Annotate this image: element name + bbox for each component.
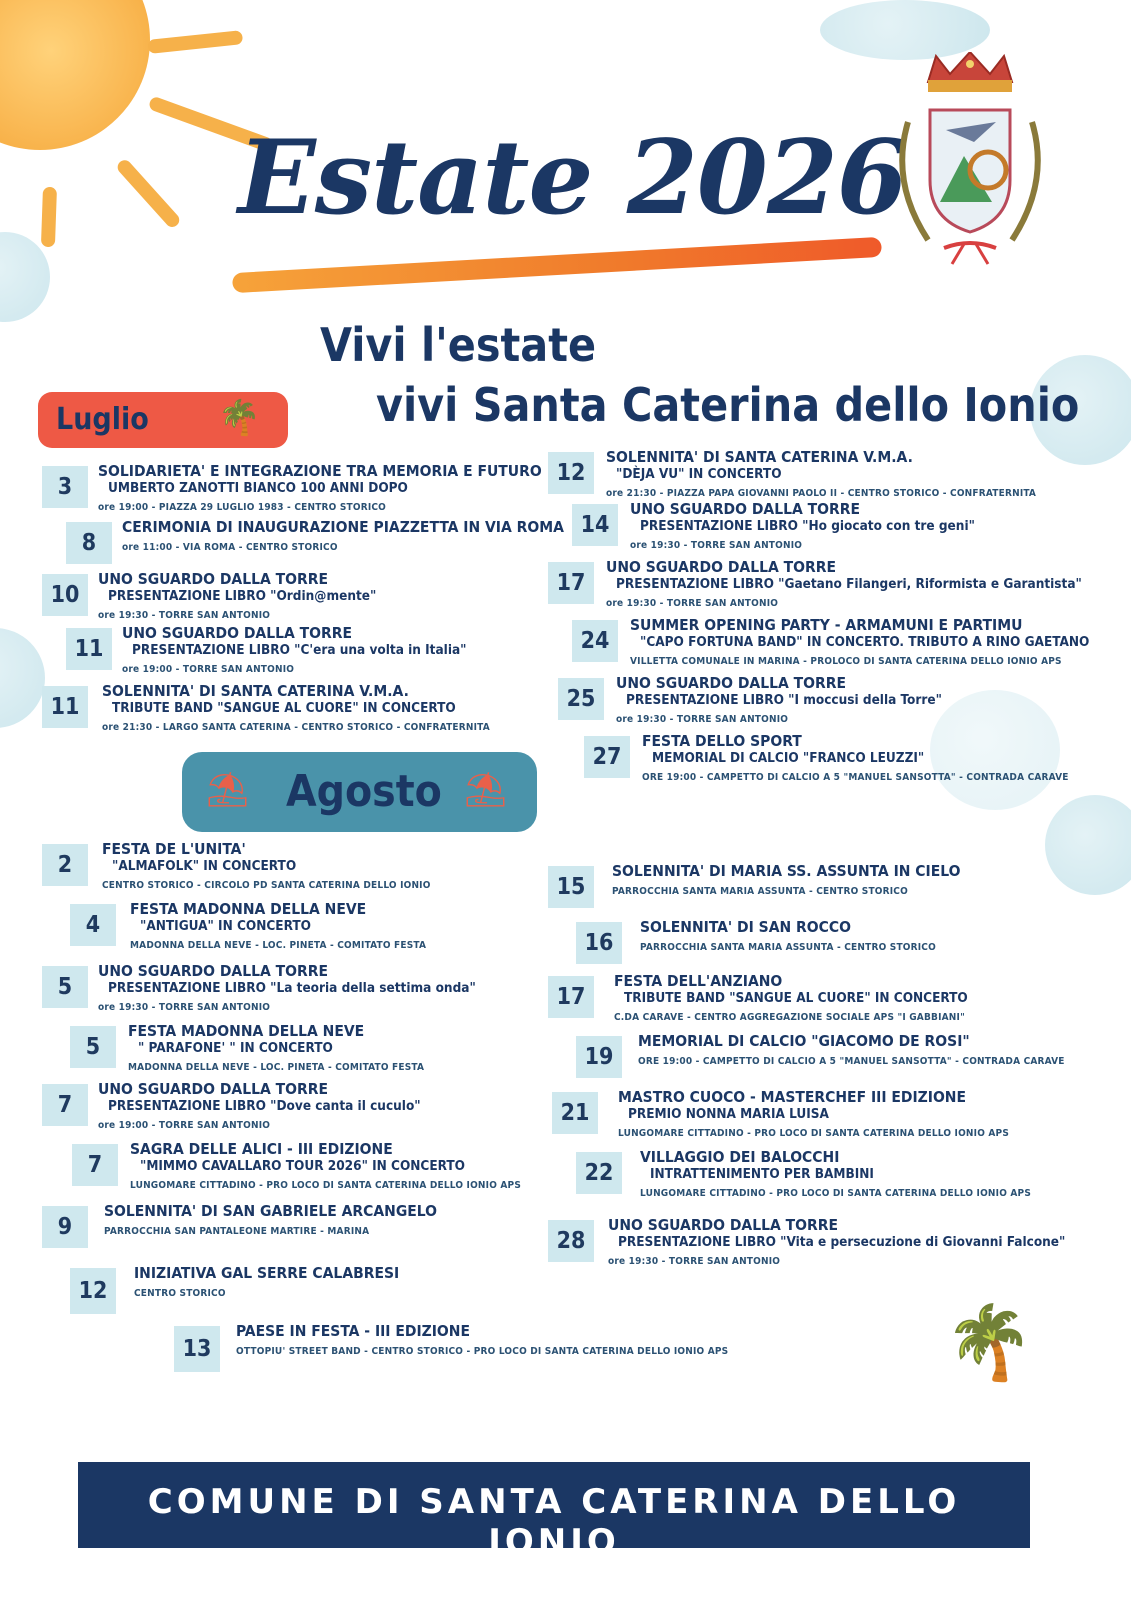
sun-decoration	[0, 0, 150, 150]
event-title: UNO SGUARDO DALLA TORRE	[616, 674, 847, 692]
august-header	[182, 752, 537, 832]
event-subtitle: PRESENTAZIONE LIBRO "Gaetano Filangeri, Riformista e Garantista"	[616, 576, 1082, 592]
event-details: ore 21:30 - LARGO SANTA CATERINA - CENTRO STORICO - CONFRATERNITA	[102, 722, 490, 733]
event-day: 22	[576, 1152, 622, 1194]
footer-text: COMUNE DI SANTA CATERINA DELLO IONIO	[147, 1482, 961, 1562]
event-subtitle: INTRATTENIMENTO PER BAMBINI	[650, 1166, 874, 1182]
event-subtitle: PRESENTAZIONE LIBRO "I moccusi della Torre"	[626, 692, 942, 708]
event-title: SOLENNITA' DI SAN ROCCO	[640, 918, 851, 936]
event-details: ore 21:30 - PIAZZA PAPA GIOVANNI PAOLO II - CENTRO STORICO - CONFRATERNITA	[606, 488, 1037, 499]
event-day: 12	[70, 1268, 116, 1314]
event-details: CENTRO STORICO - CIRCOLO PD SANTA CATERINA DELLO IONIO	[102, 880, 431, 891]
event-title: FESTA DE L'UNITA'	[102, 840, 246, 858]
bubble-decoration	[0, 628, 45, 728]
sun-ray	[115, 157, 182, 230]
event-title: UNO SGUARDO DALLA TORRE	[606, 558, 837, 576]
event-details: OTTOPIU' STREET BAND - CENTRO STORICO - PRO LOCO DI SANTA CATERINA DELLO IONIO APS	[236, 1346, 729, 1357]
beach-umbrella-icon: ⛱	[206, 770, 250, 810]
event-details: ore 19:30 - TORRE SAN ANTONIO	[98, 610, 271, 621]
subtitle-line-2: vivi Santa Caterina dello Ionio	[376, 378, 1080, 432]
event-details: PARROCCHIA SANTA MARIA ASSUNTA - CENTRO STORICO	[612, 886, 908, 897]
event-day: 14	[572, 504, 618, 546]
event-title: UNO SGUARDO DALLA TORRE	[122, 624, 353, 642]
event-day: 15	[548, 866, 594, 908]
event-title: UNO SGUARDO DALLA TORRE	[98, 962, 329, 980]
event-title: VILLAGGIO DEI BALOCCHI	[640, 1148, 840, 1166]
event-details: ore 19:00 - TORRE SAN ANTONIO	[98, 1120, 271, 1131]
bubble-decoration	[930, 690, 1060, 810]
title-underline	[232, 237, 882, 293]
event-title: MASTRO CUOCO - MASTERCHEF III EDIZIONE	[618, 1088, 967, 1106]
event-title: FESTA DELLO SPORT	[642, 732, 802, 750]
event-day: 7	[42, 1084, 88, 1126]
event-title: SUMMER OPENING PARTY - ARMAMUNI E PARTIMU	[630, 616, 1023, 634]
event-day: 25	[558, 678, 604, 720]
event-day: 4	[70, 904, 116, 946]
event-subtitle: PRESENTAZIONE LIBRO "La teoria della settima onda"	[108, 980, 476, 996]
event-title: FESTA DELL'ANZIANO	[614, 972, 783, 990]
event-details: ore 11:00 - VIA ROMA - CENTRO STORICO	[122, 542, 338, 553]
event-details: ore 19:30 - TORRE SAN ANTONIO	[630, 540, 803, 551]
event-title: SOLENNITA' DI SANTA CATERINA V.M.A.	[102, 682, 409, 700]
sun-ray	[41, 187, 57, 247]
event-details: MADONNA DELLA NEVE - LOC. PINETA - COMITATO FESTA	[130, 940, 427, 951]
event-details: CENTRO STORICO	[134, 1288, 226, 1299]
event-title: UNO SGUARDO DALLA TORRE	[98, 570, 329, 588]
event-details: PARROCCHIA SANTA MARIA ASSUNTA - CENTRO STORICO	[640, 942, 936, 953]
event-subtitle: "DÈJA VU" IN CONCERTO	[616, 466, 782, 482]
event-day: 11	[42, 686, 88, 728]
event-details: C.DA CARAVE - CENTRO AGGREGAZIONE SOCIALE APS "I GABBIANI"	[614, 1012, 965, 1023]
event-title: UNO SGUARDO DALLA TORRE	[98, 1080, 329, 1098]
event-title: FESTA MADONNA DELLA NEVE	[128, 1022, 365, 1040]
event-subtitle: PRESENTAZIONE LIBRO "Vita e persecuzione di Giovanni Falcone"	[618, 1234, 1066, 1250]
beach-umbrella-icon: ⛱	[464, 770, 508, 810]
event-subtitle: MEMORIAL DI CALCIO "FRANCO LEUZZI"	[652, 750, 925, 766]
palm-tree-icon: 🌴	[944, 1300, 1034, 1384]
event-title: SOLENNITA' DI MARIA SS. ASSUNTA IN CIELO	[612, 862, 961, 880]
event-details: VILLETTA COMUNALE IN MARINA - PROLOCO DI SANTA CATERINA DELLO IONIO APS	[630, 656, 1062, 667]
event-day: 27	[584, 736, 630, 778]
event-title: SOLENNITA' DI SANTA CATERINA V.M.A.	[606, 448, 913, 466]
bubble-decoration	[820, 0, 990, 60]
event-day: 12	[548, 452, 594, 494]
event-subtitle: UMBERTO ZANOTTI BIANCO 100 ANNI DOPO	[108, 480, 408, 496]
event-day: 8	[66, 522, 112, 564]
sun-ray	[147, 30, 243, 54]
coat-of-arms-icon	[884, 52, 1056, 270]
event-day: 5	[70, 1026, 116, 1068]
poster-title: Estate 2026	[238, 118, 907, 238]
event-title: FESTA MADONNA DELLA NEVE	[130, 900, 367, 918]
event-title: INIZIATIVA GAL SERRE CALABRESI	[134, 1264, 400, 1282]
event-subtitle: PRESENTAZIONE LIBRO "Dove canta il cuculo"	[108, 1098, 421, 1114]
event-subtitle: TRIBUTE BAND "SANGUE AL CUORE" IN CONCERTO	[112, 700, 456, 716]
event-day: 17	[548, 976, 594, 1018]
event-details: ore 19:30 - TORRE SAN ANTONIO	[98, 1002, 271, 1013]
event-day: 28	[548, 1220, 594, 1262]
august-label: Agosto	[286, 766, 442, 817]
event-day: 16	[576, 922, 622, 964]
event-details: ORE 19:00 - CAMPETTO DI CALCIO A 5 "MANUEL SANSOTTA" - CONTRADA CARAVE	[642, 772, 1069, 783]
footer-banner	[78, 1462, 1030, 1562]
event-title: UNO SGUARDO DALLA TORRE	[608, 1216, 839, 1234]
subtitle-line-1: Vivi l'estate	[320, 318, 597, 372]
event-title: PAESE IN FESTA - III EDIZIONE	[236, 1322, 470, 1340]
event-day: 11	[66, 628, 112, 670]
event-title: SOLIDARIETA' E INTEGRAZIONE TRA MEMORIA E FUTURO	[98, 462, 542, 480]
event-subtitle: "MIMMO CAVALLARO TOUR 2026" IN CONCERTO	[140, 1158, 465, 1174]
bubble-decoration	[1045, 795, 1131, 895]
event-day: 21	[552, 1092, 598, 1134]
event-details: ore 19:30 - TORRE SAN ANTONIO	[606, 598, 779, 609]
event-subtitle: TRIBUTE BAND "SANGUE AL CUORE" IN CONCERTO	[624, 990, 968, 1006]
event-details: LUNGOMARE CITTADINO - PRO LOCO DI SANTA CATERINA DELLO IONIO APS	[640, 1188, 1032, 1199]
event-day: 5	[42, 966, 88, 1008]
event-details: LUNGOMARE CITTADINO - PRO LOCO DI SANTA CATERINA DELLO IONIO APS	[130, 1180, 522, 1191]
palm-tree-icon: 🌴	[218, 398, 261, 438]
event-details: MADONNA DELLA NEVE - LOC. PINETA - COMITATO FESTA	[128, 1062, 425, 1073]
event-subtitle: "CAPO FORTUNA BAND" IN CONCERTO. TRIBUTO A RINO GAETANO	[640, 634, 1090, 650]
event-title: CERIMONIA DI INAUGURAZIONE PIAZZETTA IN VIA ROMA	[122, 518, 564, 536]
event-title: SAGRA DELLE ALICI - III EDIZIONE	[130, 1140, 393, 1158]
event-subtitle: "ANTIGUA" IN CONCERTO	[140, 918, 311, 934]
bubble-decoration	[0, 232, 50, 322]
event-day: 7	[72, 1144, 118, 1186]
event-subtitle: PRESENTAZIONE LIBRO "Ho giocato con tre geni"	[640, 518, 975, 534]
event-details: ore 19:30 - TORRE SAN ANTONIO	[608, 1256, 781, 1267]
event-day: 9	[42, 1206, 88, 1248]
event-subtitle: PRESENTAZIONE LIBRO "Ordin@mente"	[108, 588, 377, 604]
event-subtitle: PREMIO NONNA MARIA LUISA	[628, 1106, 829, 1122]
event-details: ORE 19:00 - CAMPETTO DI CALCIO A 5 "MANUEL SANSOTTA" - CONTRADA CARAVE	[638, 1056, 1065, 1067]
event-subtitle: PRESENTAZIONE LIBRO "C'era una volta in Italia"	[132, 642, 467, 658]
event-day: 10	[42, 574, 88, 616]
event-day: 24	[572, 620, 618, 662]
event-subtitle: "ALMAFOLK" IN CONCERTO	[112, 858, 297, 874]
july-label: Luglio	[56, 402, 149, 437]
event-details: ore 19:30 - TORRE SAN ANTONIO	[616, 714, 789, 725]
event-details: ore 19:00 - TORRE SAN ANTONIO	[122, 664, 295, 675]
event-day: 3	[42, 466, 88, 508]
event-day: 19	[576, 1036, 622, 1078]
event-day: 13	[174, 1326, 220, 1372]
event-details: ore 19:00 - PIAZZA 29 LUGLIO 1983 - CENTRO STORICO	[98, 502, 387, 513]
event-subtitle: " PARAFONE' " IN CONCERTO	[138, 1040, 333, 1056]
event-day: 2	[42, 844, 88, 886]
event-title: SOLENNITA' DI SAN GABRIELE ARCANGELO	[104, 1202, 437, 1220]
event-title: UNO SGUARDO DALLA TORRE	[630, 500, 861, 518]
event-title: MEMORIAL DI CALCIO "GIACOMO DE ROSI"	[638, 1032, 970, 1050]
july-header	[38, 392, 288, 448]
event-details: LUNGOMARE CITTADINO - PRO LOCO DI SANTA CATERINA DELLO IONIO APS	[618, 1128, 1010, 1139]
event-day: 17	[548, 562, 594, 604]
event-details: PARROCCHIA SAN PANTALEONE MARTIRE - MARINA	[104, 1226, 370, 1237]
